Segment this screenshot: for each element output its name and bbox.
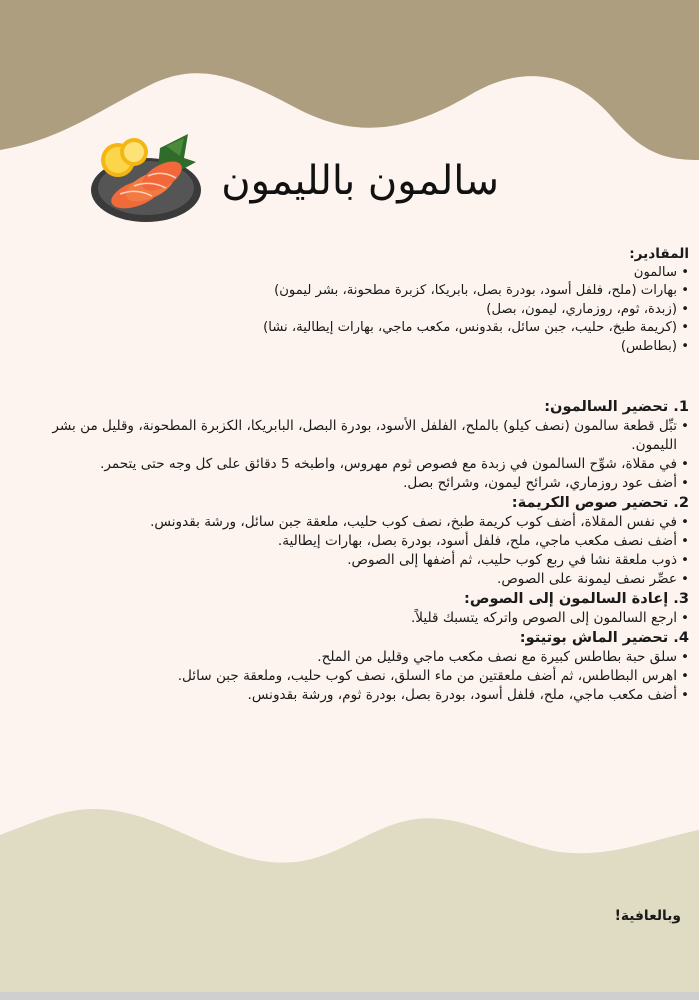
ingredients-list xyxy=(29,264,689,357)
step-item: • ذوب ملعقة نشا في ربع كوب حليب، ثم أضفها إلى الصوص. xyxy=(29,551,689,570)
step-heading: 1. تحضير السالمون: xyxy=(544,397,689,415)
step-list xyxy=(29,513,689,589)
ingredients-heading: المقادير: xyxy=(629,246,689,262)
step-list xyxy=(29,609,689,628)
ingredient-item: • سالمون xyxy=(257,264,689,283)
step-item: • أضف عود روزماري، شرائح ليمون، وشرائح بصل. xyxy=(29,474,689,493)
step-item: • أضف نصف مكعب ماجي، ملح، فلفل أسود، بودرة بصل، بهارات إيطالية. xyxy=(29,532,689,551)
step-item: • في نفس المقلاة، أضف كوب كريمة طبخ، نصف كوب حليب، ملعقة جبن سائل، ورشة بقدونس. xyxy=(29,513,689,532)
ingredient-item: • (زبدة، ثوم، روزماري، ليمون، بصل) xyxy=(257,301,689,320)
step-item: • عصِّر نصف ليمونة على الصوص. xyxy=(29,570,689,589)
step-heading: 4. تحضير الماش بوتيتو: xyxy=(519,628,689,646)
step-item: • اهرس البطاطس، ثم أضف ملعقتين من ماء السلق، نصف كوب حليب، وملعقة جبن سائل. xyxy=(29,667,689,686)
step-item: • أضف مكعب ماجي، ملح، فلفل أسود، بودرة بصل، بودرة ثوم، ورشة بقدونس. xyxy=(29,686,689,705)
step-heading: 3. إعادة السالمون إلى الصوص: xyxy=(464,589,689,607)
closing-text: وبالعافية! xyxy=(614,908,681,924)
ingredient-item: • (كريمة طبخ، حليب، جبن سائل، بقدونس، مكعب ماجي، بهارات إيطالية، نشا) xyxy=(257,319,689,338)
page-edge xyxy=(0,992,699,1000)
ingredient-item: • بهارات (ملح، فلفل أسود، بودرة بصل، بابريكا، كزبرة مطحونة، بشر ليمون) xyxy=(257,282,689,301)
step-item: • تبِّل قطعة سالمون (نصف كيلو) بالملح، الفلفل الأسود، بودرة البصل، البابريكا، الكزبرة المطحونة، وقليل من بشر الليمون. xyxy=(29,417,689,455)
step-item: • سلق حبة بطاطس كبيرة مع نصف مكعب ماجي وقليل من الملح. xyxy=(29,648,689,667)
bottom-wave-decoration xyxy=(0,790,699,1000)
ingredient-item: • (بطاطس) xyxy=(257,338,689,357)
step-list xyxy=(29,648,689,705)
step-item: • ارجع السالمون إلى الصوص واتركه يتسبك قليلاً. xyxy=(29,609,689,628)
step-heading: 2. تحضير صوص الكريمة: xyxy=(511,493,689,511)
step-list xyxy=(29,417,689,493)
salmon-dish-illustration xyxy=(88,128,204,224)
recipe-title: سالمون بالليمون xyxy=(221,158,499,204)
recipe-content xyxy=(29,245,689,705)
step-item: • في مقلاة، شوِّح السالمون في زبدة مع فصوص ثوم مهروس، واطبخه 5 دقائق على كل وجه حتى يتحمر. xyxy=(29,455,689,474)
